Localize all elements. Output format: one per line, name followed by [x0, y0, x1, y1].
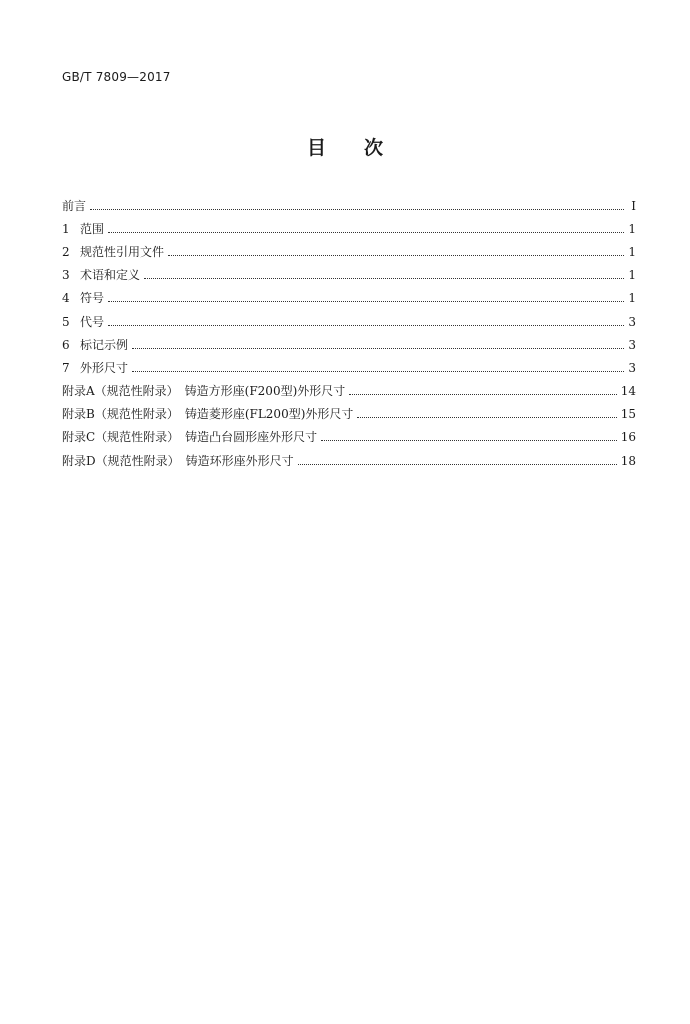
toc-entry-foreword[interactable]	[62, 194, 636, 217]
dot-leader	[144, 277, 624, 279]
standard-number: GB/T 7809—2017	[62, 70, 171, 84]
toc-entry-page: 1	[628, 268, 636, 283]
toc-entry-page: 18	[620, 453, 636, 468]
toc-entry-normative-references[interactable]	[62, 240, 636, 263]
toc-entry-number: 5	[62, 314, 70, 329]
toc-entry-symbols[interactable]	[62, 287, 636, 310]
toc-entry-number: 4	[62, 291, 70, 306]
toc-entry-scope[interactable]	[62, 217, 636, 240]
toc-entry-marking-example[interactable]	[62, 333, 636, 356]
page-title: 目次	[306, 137, 421, 159]
toc-entry-annex-c[interactable]	[62, 426, 636, 449]
toc-entry-label: 外形尺寸	[80, 360, 129, 375]
toc-entry-page: 1	[628, 244, 636, 259]
toc-entry-label: 代号	[80, 314, 105, 329]
toc-entry-page: 1	[628, 221, 636, 236]
dot-leader	[349, 393, 616, 395]
toc-entry-label: 术语和定义	[80, 268, 141, 283]
dot-leader	[108, 300, 624, 302]
toc-entry-label: 附录A（规范性附录） 铸造方形座(F200型)外形尺寸	[62, 384, 346, 399]
toc-entry-number: 6	[62, 337, 70, 352]
toc-entry-label: 前言	[62, 198, 87, 213]
dot-leader	[357, 416, 616, 418]
dot-leader	[108, 324, 624, 326]
toc-entry-label: 附录D（规范性附录） 铸造环形座外形尺寸	[62, 453, 294, 468]
dot-leader	[168, 254, 624, 256]
toc-entry-page: Ⅰ	[631, 198, 636, 213]
toc-entry-number: 2	[62, 244, 70, 259]
toc-entry-page: 3	[628, 314, 636, 329]
dot-leader	[321, 439, 617, 441]
toc-entry-terms-definitions[interactable]	[62, 264, 636, 287]
dot-leader	[132, 370, 624, 372]
toc-entry-number: 7	[62, 360, 70, 375]
toc-entry-dimensions[interactable]	[62, 356, 636, 379]
table-of-contents	[62, 194, 636, 472]
toc-entry-page: 16	[620, 430, 636, 445]
toc-entry-label: 范围	[80, 221, 105, 236]
toc-entry-annex-b[interactable]	[62, 403, 636, 426]
toc-entry-page: 3	[628, 360, 636, 375]
toc-entry-page: 14	[620, 384, 636, 399]
toc-entry-annex-d[interactable]	[62, 449, 636, 472]
toc-entry-label: 规范性引用文件	[80, 244, 165, 259]
dot-leader	[298, 463, 617, 465]
toc-entry-number: 3	[62, 268, 70, 283]
toc-entry-codes[interactable]	[62, 310, 636, 333]
toc-entry-label: 符号	[80, 291, 105, 306]
dot-leader	[132, 347, 624, 349]
dot-leader	[90, 208, 624, 210]
toc-entry-annex-a[interactable]	[62, 380, 636, 403]
dot-leader	[108, 231, 624, 233]
toc-entry-page: 1	[628, 291, 636, 306]
toc-entry-label: 附录B（规范性附录） 铸造菱形座(FL200型)外形尺寸	[62, 407, 354, 422]
toc-entry-label: 附录C（规范性附录） 铸造凸台圆形座外形尺寸	[62, 430, 318, 445]
toc-entry-label: 标记示例	[80, 337, 129, 352]
toc-entry-page: 3	[628, 337, 636, 352]
toc-entry-number: 1	[62, 221, 70, 236]
toc-entry-page: 15	[620, 407, 636, 422]
